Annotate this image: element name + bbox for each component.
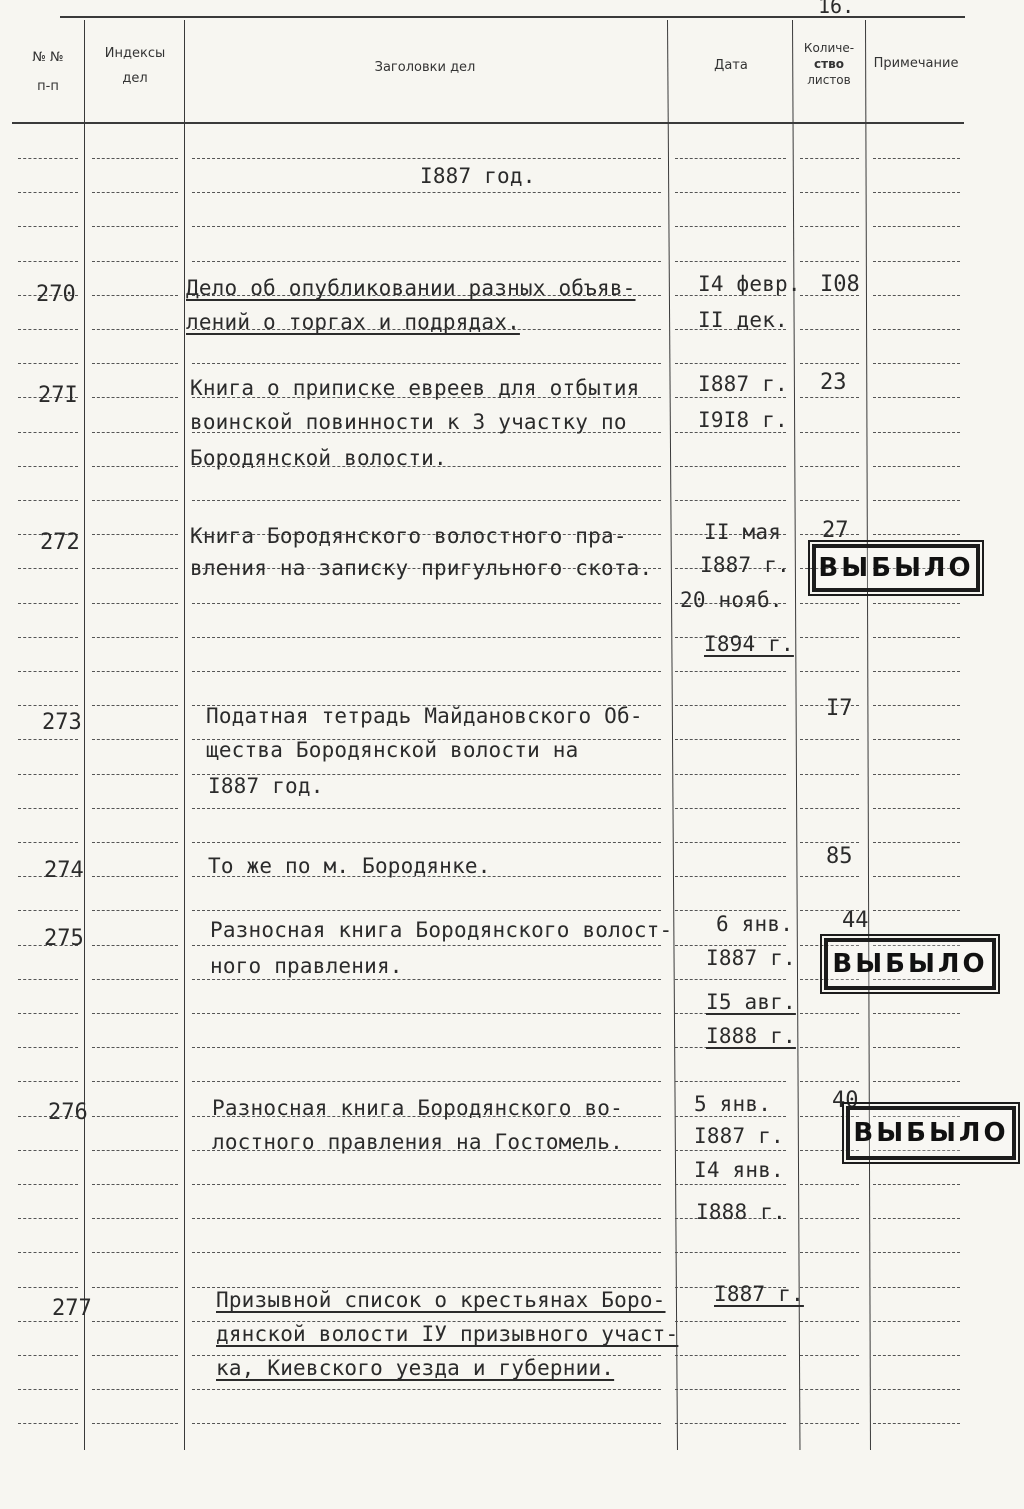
record-date-line: I888 г. xyxy=(696,1200,786,1224)
ruled-line xyxy=(18,329,78,330)
ruled-line xyxy=(873,500,960,501)
ruled-line xyxy=(18,1252,78,1253)
ruled-line xyxy=(675,192,786,193)
ruled-line xyxy=(192,910,661,911)
record-sheets: 44 xyxy=(842,908,869,933)
ruled-line xyxy=(800,226,859,227)
col-divider-1 xyxy=(84,20,85,1450)
ruled-line xyxy=(873,363,960,364)
ruled-line xyxy=(18,226,78,227)
header-note: Примечание xyxy=(873,56,959,71)
record-date-line: I888 г. xyxy=(706,1024,796,1048)
ruled-line xyxy=(92,1355,178,1356)
ruled-line xyxy=(873,329,960,330)
ruled-line xyxy=(675,910,786,911)
ruled-line xyxy=(18,1013,78,1014)
ruled-line xyxy=(18,808,78,809)
ruled-line xyxy=(873,1389,960,1390)
ruled-line xyxy=(675,1081,786,1082)
page-number: 16. xyxy=(818,0,855,18)
ruled-line xyxy=(800,1013,859,1014)
ruled-line xyxy=(873,808,960,809)
ruled-line xyxy=(675,671,786,672)
header-count: Количе- ство листов xyxy=(803,41,855,87)
ruled-line xyxy=(675,500,786,501)
ruled-line xyxy=(192,1013,661,1014)
ruled-line xyxy=(92,158,178,159)
ruled-line xyxy=(192,945,661,946)
record-number: 270 xyxy=(36,282,76,307)
ruled-line xyxy=(92,842,178,843)
ruled-line xyxy=(92,637,178,638)
ruled-line xyxy=(800,637,859,638)
ruled-line xyxy=(92,295,178,296)
record-date-line: I887 г. xyxy=(698,372,788,396)
record-title-line: Бородянской волости. xyxy=(190,446,447,470)
ruled-line xyxy=(92,1321,178,1322)
ruled-line xyxy=(18,500,78,501)
record-sheets: 85 xyxy=(826,844,853,869)
ruled-line xyxy=(873,397,960,398)
ruled-line xyxy=(18,432,78,433)
ruled-line xyxy=(92,979,178,980)
record-date-line: 5 янв. xyxy=(694,1092,772,1116)
ruled-line xyxy=(92,671,178,672)
ruled-line xyxy=(675,1355,786,1356)
ruled-line xyxy=(873,705,960,706)
ruled-line xyxy=(18,1150,78,1151)
ruled-line xyxy=(18,1423,78,1424)
ruled-line xyxy=(800,500,859,501)
ruled-line xyxy=(675,466,786,467)
ruled-line xyxy=(92,945,178,946)
ruled-line xyxy=(873,226,960,227)
ruled-line xyxy=(675,876,786,877)
record-number: 276 xyxy=(48,1100,88,1125)
ruled-line xyxy=(800,671,859,672)
ruled-line xyxy=(800,192,859,193)
ruled-line xyxy=(873,466,960,467)
ruled-line xyxy=(675,979,786,980)
col-divider-4 xyxy=(792,20,800,1450)
ruled-line xyxy=(873,1355,960,1356)
record-date-line: I5 авг. xyxy=(706,990,796,1014)
ruled-line xyxy=(18,739,78,740)
record-title-line: ного правления. xyxy=(210,954,403,978)
ruled-line xyxy=(92,774,178,775)
ruled-line xyxy=(800,876,859,877)
ruled-line xyxy=(92,1218,178,1219)
ruled-line xyxy=(873,774,960,775)
ruled-line xyxy=(873,1081,960,1082)
ruled-line xyxy=(92,1081,178,1082)
record-sheets: I7 xyxy=(826,696,853,721)
ruled-line xyxy=(18,1287,78,1288)
ruled-line xyxy=(18,842,78,843)
header-date: Дата xyxy=(714,58,748,73)
ruled-line xyxy=(92,876,178,877)
ruled-line xyxy=(873,158,960,159)
ruled-line xyxy=(873,261,960,262)
header-num: № № п-п xyxy=(32,50,64,94)
record-title-line: Книга Бородянского волостного пра- xyxy=(190,524,627,548)
ruled-line xyxy=(18,979,78,980)
record-title-line: лостного правления на Гостомель. xyxy=(212,1130,623,1154)
ruled-line xyxy=(92,705,178,706)
ruled-line xyxy=(675,1252,786,1253)
ruled-line xyxy=(800,1081,859,1082)
ruled-line xyxy=(800,774,859,775)
ruled-line xyxy=(800,1218,859,1219)
record-date-line: I887 г. xyxy=(694,1124,784,1148)
record-title-line: Призывной список о крестьянах Боро- xyxy=(216,1288,666,1312)
ruled-line xyxy=(873,432,960,433)
ruled-line xyxy=(675,1184,786,1185)
ruled-line xyxy=(92,192,178,193)
record-date-line: I9I8 г. xyxy=(698,408,788,432)
ruled-line xyxy=(92,808,178,809)
record-number: 272 xyxy=(40,530,80,555)
ruled-line xyxy=(92,500,178,501)
record-date-line: 6 янв. xyxy=(716,912,794,936)
ruled-line xyxy=(18,1218,78,1219)
ruled-line xyxy=(18,1355,78,1356)
ruled-line xyxy=(192,261,661,262)
record-title-line: Книга о приписке евреев для отбытия xyxy=(190,376,640,400)
record-date-line: 20 нояб. xyxy=(680,588,783,612)
ruled-line xyxy=(192,979,661,980)
ruled-line xyxy=(92,1287,178,1288)
ruled-line xyxy=(873,876,960,877)
ruled-line xyxy=(800,739,859,740)
ruled-line xyxy=(92,432,178,433)
ruled-line xyxy=(92,1116,178,1117)
record-date-line: I887 г. xyxy=(700,553,790,577)
vybylo-stamp: ВЫБЫЛО xyxy=(846,1106,1016,1160)
ruled-line xyxy=(800,1389,859,1390)
ruled-line xyxy=(800,1423,859,1424)
ruled-line xyxy=(873,534,960,535)
ruled-line xyxy=(873,1047,960,1048)
ruled-line xyxy=(675,1423,786,1424)
ruled-line xyxy=(873,637,960,638)
record-date-line: I894 г. xyxy=(704,632,794,656)
ruled-line xyxy=(675,261,786,262)
ruled-line xyxy=(18,158,78,159)
vybylo-stamp: ВЫБЫЛО xyxy=(824,938,996,990)
ruled-line xyxy=(800,1321,859,1322)
header-title: Заголовки дел xyxy=(374,60,476,75)
record-title-line: лений о торгах и подрядах. xyxy=(186,310,520,334)
ruled-line xyxy=(192,603,661,604)
ruled-line xyxy=(800,1355,859,1356)
record-title-line: То же по м. Бородянке. xyxy=(208,854,491,878)
ruled-line xyxy=(18,705,78,706)
ruled-line xyxy=(18,603,78,604)
ruled-line xyxy=(873,1184,960,1185)
record-title-line: I887 год. xyxy=(208,774,324,798)
ruled-line xyxy=(192,1423,661,1424)
ruled-line xyxy=(92,261,178,262)
record-number: 277 xyxy=(52,1296,92,1321)
ruled-line xyxy=(873,192,960,193)
ruled-line xyxy=(92,1252,178,1253)
ruled-line xyxy=(18,671,78,672)
ruled-line xyxy=(873,1013,960,1014)
ruled-line xyxy=(18,261,78,262)
ruled-line xyxy=(18,466,78,467)
record-sheets: 27 xyxy=(822,518,849,543)
ruled-line xyxy=(675,158,786,159)
record-title-line: вления на записку пригульного скота. xyxy=(190,556,653,580)
ruled-line xyxy=(873,1287,960,1288)
ruled-line xyxy=(92,363,178,364)
ruled-line xyxy=(92,397,178,398)
col-divider-3 xyxy=(667,20,678,1450)
ruled-line xyxy=(800,397,859,398)
ruled-line xyxy=(873,295,960,296)
ruled-line xyxy=(192,1081,661,1082)
record-sheets: 40 xyxy=(832,1088,859,1113)
ruled-line xyxy=(800,466,859,467)
record-title-line: ка, Киевского уезда и губернии. xyxy=(216,1356,615,1380)
ruled-line xyxy=(192,1218,661,1219)
ruled-line xyxy=(873,842,960,843)
record-title-line: Дело об опубликовании разных объяв- xyxy=(186,276,636,300)
ruled-line xyxy=(800,842,859,843)
record-title-line: Податная тетрадь Майдановского Об- xyxy=(206,704,643,728)
ruled-line xyxy=(675,226,786,227)
record-title-line: Разносная книга Бородянского во- xyxy=(212,1096,623,1120)
ruled-line xyxy=(873,739,960,740)
ruled-line xyxy=(675,808,786,809)
ruled-line xyxy=(192,808,661,809)
ruled-line xyxy=(192,363,661,364)
ruled-line xyxy=(192,1389,661,1390)
ruled-line xyxy=(92,910,178,911)
ruled-line xyxy=(18,1047,78,1048)
ruled-line xyxy=(873,1252,960,1253)
record-number: 275 xyxy=(44,926,84,951)
ruled-line xyxy=(800,432,859,433)
record-sheets: I08 xyxy=(820,272,860,297)
ruled-line xyxy=(873,1321,960,1322)
header-index: Индексы дел xyxy=(104,46,166,86)
ruled-line xyxy=(873,1423,960,1424)
col-divider-5 xyxy=(865,20,871,1450)
record-title-line: Разносная книга Бородянского волост- xyxy=(210,918,673,942)
col-divider-2 xyxy=(184,20,185,1450)
header-bottom-rule xyxy=(12,122,964,124)
record-date-line: I4 янв. xyxy=(694,1158,784,1182)
ruled-line xyxy=(18,192,78,193)
ruled-line xyxy=(873,603,960,604)
ruled-line xyxy=(800,158,859,159)
ruled-line xyxy=(192,671,661,672)
ruled-line xyxy=(18,1389,78,1390)
ruled-line xyxy=(873,671,960,672)
ruled-line xyxy=(92,1184,178,1185)
ruled-line xyxy=(92,1389,178,1390)
ruled-line xyxy=(92,329,178,330)
ruled-line xyxy=(18,910,78,911)
ruled-line xyxy=(192,158,661,159)
ruled-line xyxy=(675,705,786,706)
ruled-line xyxy=(92,1150,178,1151)
ruled-line xyxy=(18,568,78,569)
record-sheets: 23 xyxy=(820,370,847,395)
ruled-line xyxy=(92,1013,178,1014)
ruled-line xyxy=(800,1184,859,1185)
ruled-line xyxy=(800,1252,859,1253)
ruled-line xyxy=(192,842,661,843)
ruled-line xyxy=(192,1184,661,1185)
ruled-line xyxy=(18,363,78,364)
ruled-line xyxy=(675,1389,786,1390)
record-title-line: воинской повинности к 3 участку по xyxy=(190,410,627,434)
ruled-line xyxy=(675,774,786,775)
ruled-line xyxy=(18,1184,78,1185)
ruled-line xyxy=(675,363,786,364)
ruled-line xyxy=(18,774,78,775)
ruled-line xyxy=(18,637,78,638)
vybylo-stamp: ВЫБЫЛО xyxy=(812,544,980,592)
record-date-line: I4 февр. xyxy=(698,272,801,296)
ruled-line xyxy=(675,432,786,433)
record-title-line: щества Бородянской волости на xyxy=(206,738,579,762)
ruled-line xyxy=(18,1081,78,1082)
ruled-line xyxy=(92,1423,178,1424)
record-date-line: II дек. xyxy=(698,308,788,332)
ruled-line xyxy=(800,261,859,262)
ruled-line xyxy=(192,637,661,638)
record-date-line: I887 г. xyxy=(714,1282,804,1306)
ruled-line xyxy=(92,568,178,569)
record-date-line: II мая xyxy=(704,520,782,544)
ruled-line xyxy=(675,397,786,398)
ruled-line xyxy=(800,363,859,364)
ruled-line xyxy=(873,1218,960,1219)
year-heading: I887 год. xyxy=(420,164,536,188)
ruled-line xyxy=(800,808,859,809)
ruled-line xyxy=(675,1321,786,1322)
ruled-line xyxy=(800,329,859,330)
ruled-line xyxy=(192,1047,661,1048)
ruled-line xyxy=(873,910,960,911)
ruled-line xyxy=(675,739,786,740)
ruled-line xyxy=(800,1287,859,1288)
record-title-line: дянской волости IУ призывного участ- xyxy=(216,1322,679,1346)
ruled-line xyxy=(92,1047,178,1048)
record-date-line: I887 г. xyxy=(706,946,796,970)
ruled-line xyxy=(192,1252,661,1253)
ruled-line xyxy=(92,226,178,227)
ruled-line xyxy=(92,603,178,604)
ruled-line xyxy=(800,1047,859,1048)
ruled-line xyxy=(192,192,661,193)
ruled-line xyxy=(18,1321,78,1322)
record-number: 27I xyxy=(38,383,78,408)
ruled-line xyxy=(675,842,786,843)
record-number: 273 xyxy=(42,710,82,735)
ruled-line xyxy=(800,603,859,604)
top-rule xyxy=(60,16,965,18)
ruled-line xyxy=(192,500,661,501)
ruled-line xyxy=(92,739,178,740)
ruled-line xyxy=(92,534,178,535)
record-number: 274 xyxy=(44,858,84,883)
ruled-line xyxy=(675,1116,786,1117)
ruled-line xyxy=(92,466,178,467)
ruled-line xyxy=(675,1150,786,1151)
ruled-line xyxy=(192,226,661,227)
